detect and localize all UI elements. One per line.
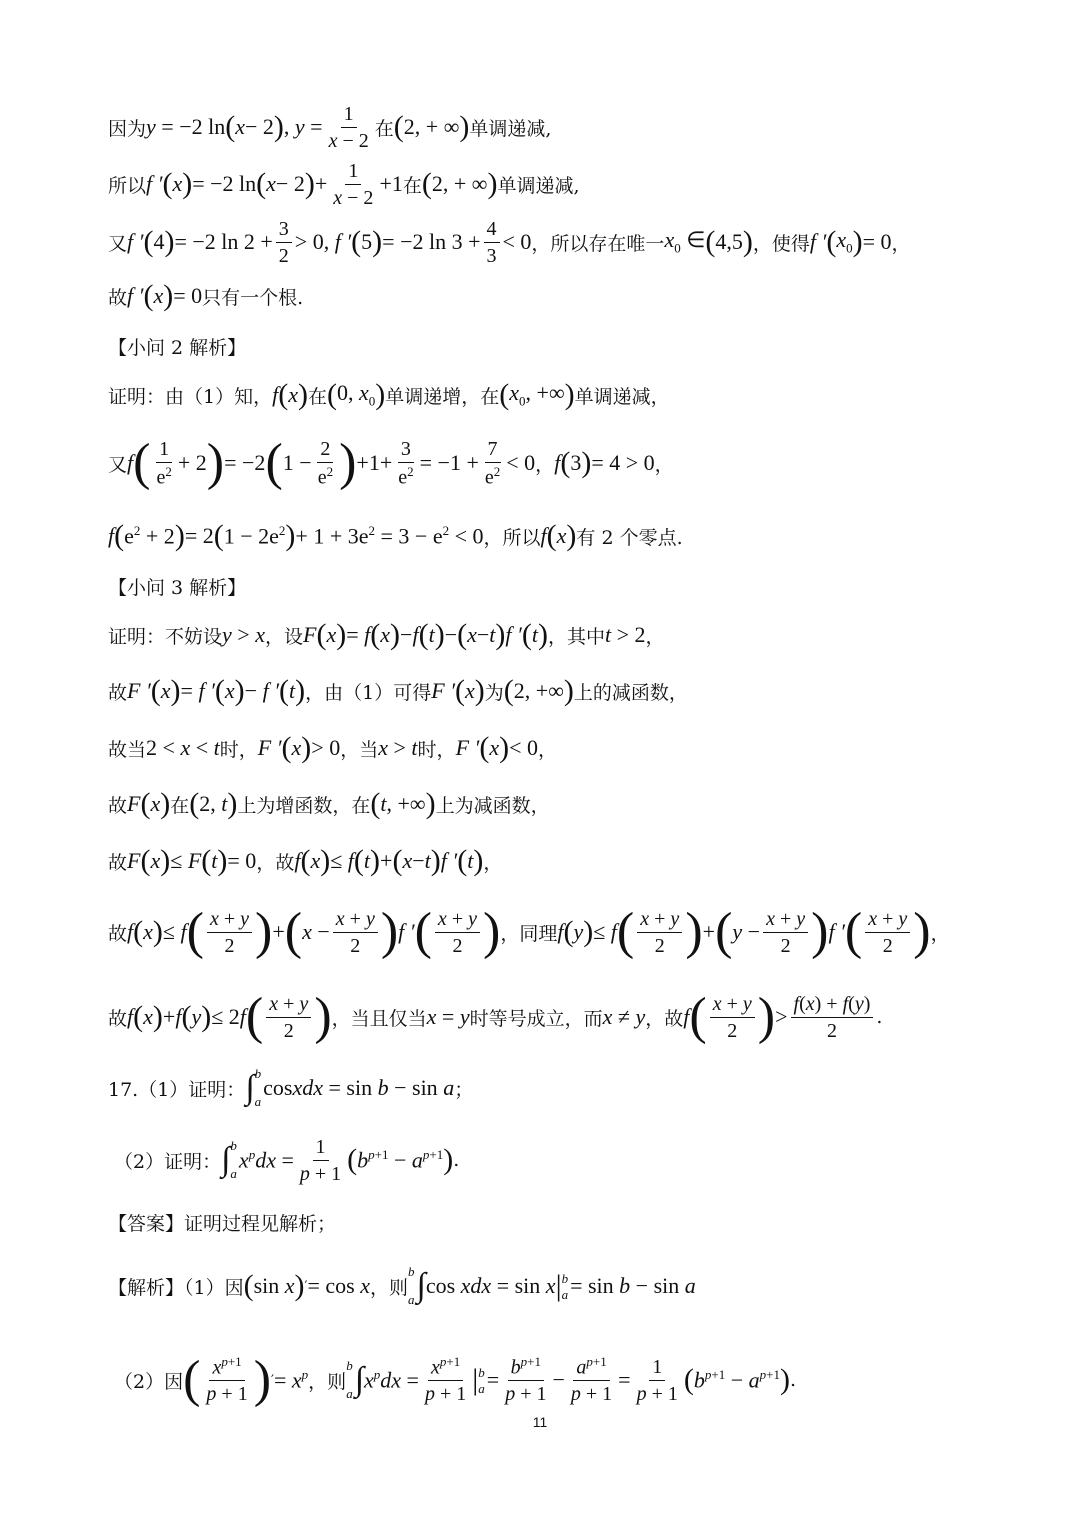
text-span: 在 bbox=[307, 385, 327, 408]
text-span: 时， bbox=[417, 738, 456, 761]
text-span: 在 bbox=[374, 117, 394, 140]
text-span: . bbox=[789, 1369, 797, 1391]
text-span: ，则 bbox=[370, 1276, 409, 1299]
heading-text: 【小问 2 解析】 bbox=[108, 336, 247, 359]
text-span: 为 bbox=[484, 681, 504, 704]
text-span: 又 bbox=[108, 453, 128, 476]
analysis-part1: 【解析】（1）因 ( sin x ) ′ = cos x ，则 b a ∫ cos xdx = sin x | b a = sin b − sin a bbox=[108, 1264, 696, 1307]
text-span: 故 bbox=[108, 922, 128, 945]
fraction: $\frac{1}{x - 2}$ bbox=[333, 159, 374, 209]
fraction: $\frac{1}{p + 1}$ bbox=[636, 1355, 678, 1405]
text-span: ， bbox=[930, 922, 950, 945]
text-span: （2）证明： bbox=[114, 1150, 222, 1173]
text-line-3: 又 f ′ ( 4 ) = −2 ln 2 + $\frac{3}{2}$ > 0, f ′ ( 5 ) = −2 ln 3 + $\frac{4}{3}$ < 0 ，所以存在唯一 $x_0$ ∈ ( 4,5 ) ，使得 f ′ ( $x_0$ ) = 0 ， bbox=[108, 217, 911, 267]
text-span: ，故 bbox=[256, 851, 295, 874]
text-span: 因为 bbox=[108, 117, 147, 140]
text-span: 证明：不妨设 bbox=[108, 625, 223, 648]
text-span: 故当 bbox=[108, 738, 147, 761]
fraction: $\frac{1}{x - 2}$ bbox=[328, 102, 369, 152]
text-span: ，其中 bbox=[547, 625, 605, 648]
text-line-7: 又 f ( $\frac{1}{e^2}$ + 2 ) = −2 ( 1 − $\frac{2}{e^2}$ ) +1+ $\frac{3}{e^2}$ = −1 + $\frac{7}{e^2}$ < 0 ， f ( 3 ) = 4 > 0 ， bbox=[108, 434, 674, 491]
fraction: $\frac{f(x) + f(y)}{2}$ bbox=[791, 993, 874, 1042]
text-span: 在 bbox=[402, 174, 422, 197]
text-span: 单调递减， bbox=[574, 385, 670, 408]
text-span: 单调递增，在 bbox=[385, 385, 500, 408]
text-span: 单调递减, bbox=[497, 174, 580, 197]
text-line-13: 故 F ( x ) 在 ( 2, t ) 上为增函数，在 ( t, +∞ ) 上为减函数， bbox=[108, 787, 550, 820]
text-span: ， bbox=[535, 453, 555, 476]
text-line-6: 证明：由（1）知， f ( x ) 在 ( 0, $x_0$ ) 单调递增，在 ( $x_0$, +∞ ) 单调递减， bbox=[108, 378, 670, 411]
fraction: $\frac{b^{p+1}}{p + 1}$ bbox=[505, 1353, 547, 1406]
text-line-12: 故当 2 < x < t 时， F ′ ( x ) > 0 ，当 x > t 时， F ′ ( x ) < 0 ， bbox=[108, 731, 558, 764]
text-span: 故 bbox=[108, 794, 128, 817]
analysis-part2: （2）因 ( $\frac{x^{p+1}}{p + 1}$ ) ′ = $x^p$ ，则 b a ∫ $x^pdx$ = $\frac{x^{p+1}}{p + 1}$ | b a = $\frac{b^{p+1}}{p + 1}$ − $\frac{a^{p+1}}{p + 1}$ = $\frac{1}{p + 1}$ ( $b^{p+1} - a^{p+1}$ ) . bbox=[114, 1351, 797, 1408]
text-span: . bbox=[453, 1149, 460, 1171]
text-span: 上为增函数，在 bbox=[237, 794, 371, 817]
text-span: ，当 bbox=[340, 738, 379, 761]
text-span: 证明：由（1）知， bbox=[108, 385, 273, 408]
text-span: 时等号成立，而 bbox=[469, 1007, 603, 1030]
text-line-15: 故 f ( x ) ≤ f ( $\frac{x + y}{2}$ ) + ( x − $\frac{x + y}{2}$ ) f ′ ( $\frac{x + y}{2}$ ) ，同理 f ( y ) ≤ f ( $\frac{x + y}{2}$ ) + ( y − $\frac{x + y}{2}$ ) f ′ ( $\frac{x + y}{2}$ ) ， bbox=[108, 903, 950, 960]
fraction: $\frac{1}{p + 1}$ bbox=[299, 1135, 342, 1185]
text-span: ，设 bbox=[264, 625, 303, 648]
text-line-14: 故 F ( x ) ≤ F ( t ) = 0 ，故 f ( x ) ≤ f ( t ) + ( x−t ) f ′ ( t ) ， bbox=[108, 844, 503, 877]
fraction: $\frac{x^{p+1}}{p + 1}$ bbox=[424, 1353, 467, 1406]
text-span: 在 bbox=[170, 794, 190, 817]
text-span: ，同理 bbox=[500, 922, 558, 945]
text-span: ， bbox=[654, 453, 674, 476]
text-line-4: 故 f ′ ( x ) = 0 只有一个根. bbox=[108, 279, 304, 312]
text-span: ，则 bbox=[308, 1370, 347, 1393]
text-line-1: 因为 y = −2 ln ( x − 2 ) , y = $\frac{1}{x - 2}$ 在 ( 2, + ∞ ) 单调递减, bbox=[108, 102, 552, 152]
problem-17-part2: （2）证明： ∫ b a $x^pdx$ = $\frac{1}{p + 1}$ ( $b^{p+1} - a^{p+1}$ ) . bbox=[114, 1135, 460, 1185]
text-span: ，当且仅当 bbox=[331, 1007, 427, 1030]
text-span: ，由（1）可得 bbox=[305, 681, 432, 704]
fraction: $\frac{x + y}{2}$ bbox=[710, 993, 755, 1042]
fraction: $\frac{x + y}{2}$ bbox=[333, 908, 378, 957]
text-span: ，所以存在唯一 bbox=[531, 232, 665, 255]
fraction: $\frac{1}{e^2}$ bbox=[156, 437, 172, 489]
fraction: $\frac{a^{p+1}}{p + 1}$ bbox=[570, 1353, 613, 1406]
fraction: $\frac{3}{2}$ bbox=[276, 218, 292, 267]
text-span: 故 bbox=[108, 681, 128, 704]
fraction: $\frac{3}{e^2}$ bbox=[398, 437, 414, 489]
text-line-16: 故 f ( x ) +f ( y ) ≤ 2f ( $\frac{x + y}{2}$ ) ，当且仅当 x = y 时等号成立，而 x ≠ y ，故 f ( $\frac{x + y}{2}$ ) > $\frac{f(x) + f(y)}{2}$ . bbox=[108, 988, 883, 1045]
text-line-10: 证明：不妨设 y > x ，设 F ( x ) = f ( x ) −f ( t ) − ( x−t ) f ′ ( t ) ，其中 t > 2 ， bbox=[108, 618, 665, 651]
heading-text: 【小问 3 解析】 bbox=[108, 576, 247, 599]
text-span: ，使得 bbox=[752, 232, 810, 255]
text-line-11: 故 F ′ ( x ) = f ′ ( x ) − f ′ ( t ) ，由（1）可得 F ′ ( x ) 为 ( 2, +∞ ) 上的减函数， bbox=[108, 674, 688, 707]
text-span: ，故 bbox=[645, 1007, 684, 1030]
text-span: 所以 bbox=[108, 174, 147, 197]
text-span: 又 bbox=[108, 232, 128, 255]
fraction: $\frac{x + y}{2}$ bbox=[637, 908, 682, 957]
fraction: $\frac{x + y}{2}$ bbox=[207, 908, 252, 957]
text-span: 只有一个根. bbox=[202, 286, 304, 309]
text-span: 上的减函数， bbox=[573, 681, 688, 704]
text-span: 有 2 个零点. bbox=[576, 526, 683, 549]
text-span: 单调递减, bbox=[469, 117, 552, 140]
fraction: $\frac{x + y}{2}$ bbox=[865, 908, 910, 957]
fraction: $\frac{x + y}{2}$ bbox=[266, 993, 311, 1042]
text-span: ， bbox=[891, 232, 911, 255]
text-span: . bbox=[876, 1006, 883, 1028]
text-span: 【答案】证明过程见解析； bbox=[108, 1212, 337, 1235]
text-span: 【解析】（1）因 bbox=[108, 1276, 244, 1299]
text-line-2: 所以 f ′ ( x ) = −2 ln ( x − 2 ) + $\frac{1}{x - 2}$ +1 在 ( 2, + ∞ ) 单调递减, bbox=[108, 159, 580, 209]
fraction: $\frac{7}{e^2}$ bbox=[484, 437, 501, 489]
text-span: ，所以 bbox=[483, 526, 541, 549]
text-span: 17.（1）证明： bbox=[108, 1078, 246, 1101]
text-span: 上为减函数， bbox=[435, 794, 550, 817]
text-span: ， bbox=[538, 738, 558, 761]
answer-line bbox=[108, 1192, 1020, 1252]
text-span: （2）因 bbox=[114, 1370, 184, 1393]
fraction: $\frac{x + y}{2}$ bbox=[435, 908, 480, 957]
fraction: $\frac{x + y}{2}$ bbox=[763, 908, 808, 957]
text-span: ， bbox=[483, 851, 503, 874]
text-span: 故 bbox=[108, 1007, 128, 1030]
text-span: 故 bbox=[108, 851, 128, 874]
text-span: 时， bbox=[219, 738, 258, 761]
problem-17-part1: 17.（1）证明： ∫ b a cosxdx = sin b − sin a ； bbox=[108, 1066, 474, 1109]
text-span: ， bbox=[645, 625, 665, 648]
fraction: $\frac{x^{p+1}}{p + 1}$ bbox=[206, 1353, 248, 1406]
text-span: ； bbox=[454, 1078, 474, 1101]
text-span: 故 bbox=[108, 286, 128, 309]
page-number: 11 bbox=[532, 1414, 548, 1430]
fraction: $\frac{2}{e^2}$ bbox=[317, 437, 334, 489]
fraction: $\frac{4}{3}$ bbox=[484, 218, 500, 267]
text-line-8: f ( $e^2 + 2$ ) = 2 ( $1 - 2e^2$ ) + $1 + 3e^2 = 3 - e^2 < 0$ ，所以 f ( x ) 有 2 个零点. bbox=[108, 519, 683, 552]
